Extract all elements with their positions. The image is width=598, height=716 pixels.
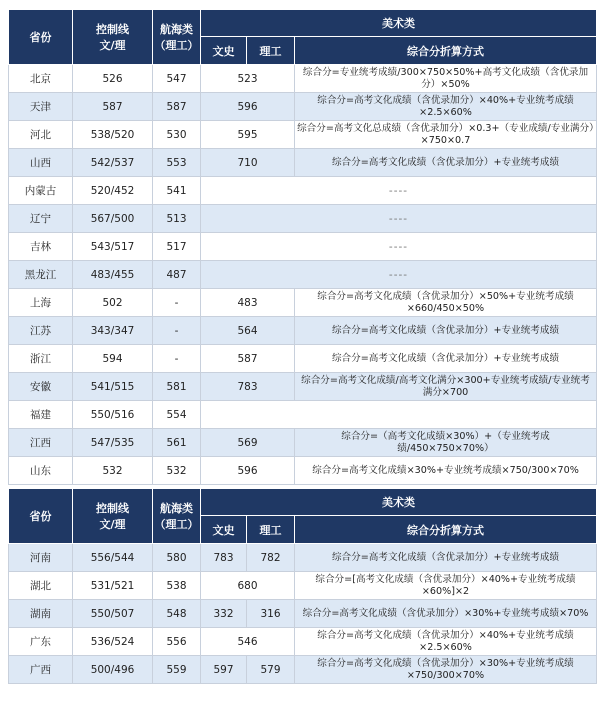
table-row: [9, 65, 597, 93]
cell-formula: 综合分=高考文化成绩（含优录加分）×50%+专业统考成绩×660/450×50%: [295, 289, 597, 317]
cell-formula: 综合分=高考文化成绩（含优录加分）×30%+专业统考成绩×70%: [295, 600, 597, 628]
header-province: 省份: [9, 10, 73, 65]
table-row: [9, 656, 597, 684]
cell-art-score: 680: [201, 572, 295, 600]
cell-art-score: 596: [201, 93, 295, 121]
cell-navigation: 530: [153, 121, 201, 149]
table-row: [9, 628, 597, 656]
table-row: [9, 289, 597, 317]
header-navigation: [153, 10, 201, 65]
page: [0, 9, 598, 716]
header-arts: 文史: [201, 37, 247, 65]
cell-province: 江西: [9, 429, 73, 457]
cell-province: 湖北: [9, 572, 73, 600]
cell-navigation: 587: [153, 93, 201, 121]
cell-formula: 综合分=高考文化成绩（含优录加分）×40%+专业统考成绩×2.5×60%: [295, 93, 597, 121]
cell-empty-dash: ----: [201, 233, 597, 261]
header-navigation: [153, 489, 201, 544]
header-art: 美术类: [201, 10, 597, 37]
cell-province: 河北: [9, 121, 73, 149]
table-row: [9, 233, 597, 261]
cell-art-score: 710: [201, 149, 295, 177]
table-row: [9, 373, 597, 401]
cell-province: 广西: [9, 656, 73, 684]
cell-control: 542/537: [73, 149, 153, 177]
cell-control: 536/524: [73, 628, 153, 656]
cell-navigation: -: [153, 289, 201, 317]
cell-province: 上海: [9, 289, 73, 317]
score-table-top: [8, 9, 597, 485]
header-formula: 综合分折算方式: [295, 516, 597, 544]
cell-province: 辽宁: [9, 205, 73, 233]
cell-formula: 综合分=高考文化总成绩（含优录加分）×0.3+（专业成绩/专业满分）×750×0.7: [295, 121, 597, 149]
cell-province: 黑龙江: [9, 261, 73, 289]
cell-empty-dash: ----: [201, 177, 597, 205]
table-row: [9, 429, 597, 457]
cell-control: 556/544: [73, 544, 153, 572]
cell-art-score: 587: [201, 345, 295, 373]
table-row: [9, 317, 597, 345]
table-row: [9, 600, 597, 628]
cell-control: 526: [73, 65, 153, 93]
cell-science-score: 316: [247, 600, 295, 628]
cell-navigation: 541: [153, 177, 201, 205]
cell-control: 520/452: [73, 177, 153, 205]
header-control-line-label: 控制线: [96, 502, 129, 515]
table-row: [9, 261, 597, 289]
cell-formula: 综合分=（高考文化成绩×30%）+（专业统考成绩/450×750×70%）: [295, 429, 597, 457]
cell-control: 550/507: [73, 600, 153, 628]
cell-control: 550/516: [73, 401, 153, 429]
cell-formula: 综合分=[高考文化成绩（含优录加分）×40%+专业统考成绩×60%]×2: [295, 572, 597, 600]
header-navigation-sub: （理工）: [154, 518, 199, 531]
header-control-line: [73, 10, 153, 65]
cell-control: 547/535: [73, 429, 153, 457]
cell-province: 北京: [9, 65, 73, 93]
cell-control: 531/521: [73, 572, 153, 600]
cell-navigation: 487: [153, 261, 201, 289]
cell-province: 广东: [9, 628, 73, 656]
cell-arts-score: 783: [201, 544, 247, 572]
table-row: [9, 572, 597, 600]
cell-art-score: 596: [201, 457, 295, 485]
cell-arts-score: 332: [201, 600, 247, 628]
cell-navigation: 547: [153, 65, 201, 93]
cell-province: 安徽: [9, 373, 73, 401]
cell-navigation: 561: [153, 429, 201, 457]
table-row: [9, 457, 597, 485]
cell-art-score: 783: [201, 373, 295, 401]
cell-navigation: 532: [153, 457, 201, 485]
cell-art-score: 595: [201, 121, 295, 149]
cell-province: 浙江: [9, 345, 73, 373]
header-science: 理工: [247, 37, 295, 65]
cell-formula: 综合分=高考文化成绩（含优录加分）+专业统考成绩: [295, 544, 597, 572]
cell-navigation: 554: [153, 401, 201, 429]
header-province: 省份: [9, 489, 73, 544]
cell-formula: 综合分=高考文化成绩（含优录加分）+专业统考成绩: [295, 317, 597, 345]
table-row: [9, 401, 597, 429]
score-table-bottom: [8, 488, 597, 684]
cell-control: 567/500: [73, 205, 153, 233]
cell-province: 天津: [9, 93, 73, 121]
table-row: [9, 345, 597, 373]
cell-province: 福建: [9, 401, 73, 429]
cell-art-score: 564: [201, 317, 295, 345]
cell-navigation: -: [153, 345, 201, 373]
cell-arts-score: 597: [201, 656, 247, 684]
cell-province: 内蒙古: [9, 177, 73, 205]
header-art: 美术类: [201, 489, 597, 516]
cell-empty-dash: ----: [201, 261, 597, 289]
cell-navigation: 538: [153, 572, 201, 600]
cell-science-score: 579: [247, 656, 295, 684]
cell-navigation: 513: [153, 205, 201, 233]
cell-control: 343/347: [73, 317, 153, 345]
cell-navigation: 556: [153, 628, 201, 656]
cell-formula: 综合分=高考文化成绩（含优录加分）×30%+专业统考成绩×750/300×70%: [295, 656, 597, 684]
header-navigation-label: 航海类: [160, 23, 193, 36]
cell-navigation: 548: [153, 600, 201, 628]
cell-navigation: 581: [153, 373, 201, 401]
table-row: [9, 93, 597, 121]
header-control-line: [73, 489, 153, 544]
cell-art-score: 569: [201, 429, 295, 457]
cell-navigation: 553: [153, 149, 201, 177]
cell-art-score: 483: [201, 289, 295, 317]
table-row: [9, 177, 597, 205]
cell-control: 538/520: [73, 121, 153, 149]
header-control-line-sub: 文/理: [99, 518, 126, 531]
table-row: [9, 121, 597, 149]
cell-art-score: 546: [201, 628, 295, 656]
cell-control: 543/517: [73, 233, 153, 261]
cell-control: 500/496: [73, 656, 153, 684]
cell-navigation: 580: [153, 544, 201, 572]
header-control-line-sub: 文/理: [99, 39, 126, 52]
table-row: [9, 149, 597, 177]
table-row: [9, 205, 597, 233]
cell-control: 541/515: [73, 373, 153, 401]
cell-formula: 综合分=高考文化成绩（含优录加分）+专业统考成绩: [295, 149, 597, 177]
header-control-line-label: 控制线: [96, 23, 129, 36]
cell-formula: 综合分=高考文化成绩（含优录加分）×40%+专业统考成绩×2.5×60%: [295, 628, 597, 656]
cell-control: 483/455: [73, 261, 153, 289]
cell-formula: 综合分=专业统考成绩/300×750×50%+高考文化成绩（含优录加分）×50%: [295, 65, 597, 93]
cell-control: 532: [73, 457, 153, 485]
table-row: [9, 544, 597, 572]
header-formula: 综合分折算方式: [295, 37, 597, 65]
cell-navigation: -: [153, 317, 201, 345]
header-arts: 文史: [201, 516, 247, 544]
cell-formula: 综合分=高考文化成绩（含优录加分）+专业统考成绩: [295, 345, 597, 373]
cell-control: 587: [73, 93, 153, 121]
cell-control: 594: [73, 345, 153, 373]
cell-art-score: 523: [201, 65, 295, 93]
cell-province: 山东: [9, 457, 73, 485]
header-navigation-label: 航海类: [160, 502, 193, 515]
cell-navigation: 517: [153, 233, 201, 261]
cell-province: 山西: [9, 149, 73, 177]
cell-province: 吉林: [9, 233, 73, 261]
cell-formula: 综合分=高考文化成绩×30%+专业统考成绩×750/300×70%: [295, 457, 597, 485]
cell-science-score: 782: [247, 544, 295, 572]
header-science: 理工: [247, 516, 295, 544]
cell-empty-dash: ----: [201, 205, 597, 233]
cell-province: 河南: [9, 544, 73, 572]
cell-province: 江苏: [9, 317, 73, 345]
header-navigation-sub: （理工）: [154, 39, 199, 52]
cell-navigation: 559: [153, 656, 201, 684]
cell-empty: [201, 401, 597, 429]
cell-formula: 综合分=高考文化成绩/高考文化满分×300+专业统考成绩/专业统考满分×700: [295, 373, 597, 401]
cell-control: 502: [73, 289, 153, 317]
cell-province: 湖南: [9, 600, 73, 628]
